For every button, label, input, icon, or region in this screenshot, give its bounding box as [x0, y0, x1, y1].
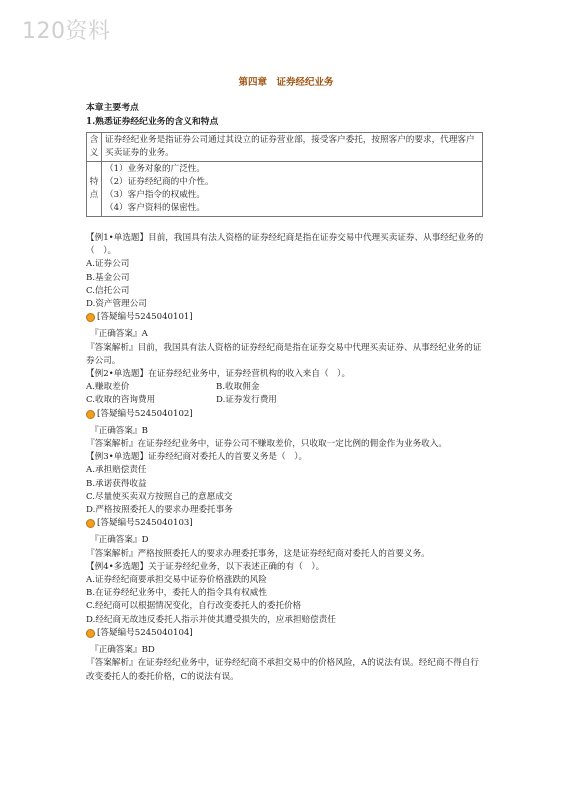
option: C.信托公司	[86, 285, 130, 296]
list-item: （1）业务对象的广泛性。	[105, 164, 205, 174]
table-row	[87, 162, 483, 217]
option-row	[86, 381, 486, 394]
question-stem: 【例4•多选题】关于证券经纪业务，以下表述正确的有（ ）。	[86, 561, 325, 572]
point-heading: 1.熟悉证券经纪业务的含义和特点	[86, 117, 219, 127]
table-row	[87, 133, 483, 162]
answer-ref[interactable]	[86, 517, 486, 530]
answer-ref[interactable]	[86, 627, 486, 640]
answer-ref-code: [答疑编号5245040103]	[97, 518, 193, 529]
question-mark-icon	[86, 519, 95, 528]
option: B.承诺获得收益	[86, 478, 147, 489]
question-stem: 【例3•单选题】证券经纪商对委托人的首要义务是（ ）。	[86, 452, 308, 463]
question-mark-icon	[86, 410, 95, 419]
answer-ref[interactable]	[86, 311, 486, 324]
question-stem: 【例1•单选题】目前，我国具有法人资格的证券经纪商是指在证券交易中代理买卖证券、从事经纪业务的（ ）。	[86, 233, 484, 257]
answer-analysis: 『答案解析』严格按照委托人的要求办理委托事务，这是证券经纪商对委托人的首要义务。	[86, 548, 430, 559]
answer-ref-code: [答疑编号5245040101]	[97, 312, 193, 323]
option: D.证券发行费用	[216, 395, 277, 406]
list-item: （2）证券经纪商的中介性。	[105, 177, 214, 187]
option: D.资产管理公司	[86, 299, 147, 310]
correct-answer: 『正确答案』BD	[90, 645, 155, 656]
feature-key: 特点	[87, 162, 102, 217]
correct-answer: 『正确答案』B	[90, 425, 148, 436]
feature-list	[102, 162, 483, 217]
answer-analysis: 『答案解析』目前，我国具有法人资格的证券经纪商是指在证券交易中代理买卖证券、从事经纪业务的证券公司。	[86, 342, 482, 366]
answer-ref-code: [答疑编号5245040104]	[97, 627, 193, 638]
option: C.尽量使买卖双方按照自己的意愿成交	[86, 491, 233, 502]
answer-ref-code: [答疑编号5245040102]	[97, 408, 193, 419]
answer-analysis: 『答案解析』在证券经纪业务中，证券经纪商不承担交易中的价格风险，A的说法有误。经纪商不得自行改变委托人的委托价格，C的说法有误。	[86, 658, 479, 682]
answer-analysis: 『答案解析』在证券经纪业务中，证券公司不赚取差价，只收取一定比例的佣金作为业务收入。	[86, 439, 447, 450]
option: A.承担赔偿责任	[86, 465, 147, 476]
question-mark-icon	[86, 313, 95, 322]
list-item: （3）客户指令的权威性。	[105, 190, 205, 200]
option-row	[86, 394, 486, 407]
meaning-text: 证券经纪业务是指证券公司通过其设立的证券营业部，接受客户委托，按照客户的要求，代理客户买卖证券的业务。	[102, 133, 483, 162]
correct-answer: 『正确答案』A	[90, 329, 148, 340]
option: A.赚取差价	[86, 382, 130, 393]
questions	[86, 232, 486, 684]
option: D.经纪商无故违反委托人指示并使其遭受损失的，应承担赔偿责任	[86, 614, 336, 625]
option: B.基金公司	[86, 272, 130, 283]
question-stem: 【例2•单选题】在证券经纪业务中，证券经营机构的收入来自（ ）。	[86, 369, 351, 380]
option: A.证券经纪商要承担交易中证券价格涨跌的风险	[86, 575, 267, 586]
definition-table	[86, 132, 483, 217]
watermark: 120资料	[22, 19, 111, 44]
option: B.收取佣金	[216, 382, 260, 393]
chapter-title: 第四章 证券经纪业务	[238, 77, 334, 88]
option: A.证券公司	[86, 259, 130, 270]
option: B.在证券经纪业务中，委托人的指令具有权威性	[86, 588, 267, 599]
option: C.收取的咨询费用	[86, 395, 156, 406]
section-heading: 本章主要考点	[86, 103, 139, 113]
correct-answer: 『正确答案』D	[90, 535, 149, 546]
option: C.经纪商可以根据情况变化，自行改变委托人的委托价格	[86, 601, 302, 612]
answer-ref[interactable]	[86, 408, 486, 421]
question-mark-icon	[86, 629, 95, 638]
option: D.严格按照委托人的要求办理委托事务	[86, 505, 233, 516]
meaning-key: 含义	[87, 133, 102, 162]
list-item: （4）客户资料的保密性。	[105, 203, 205, 213]
